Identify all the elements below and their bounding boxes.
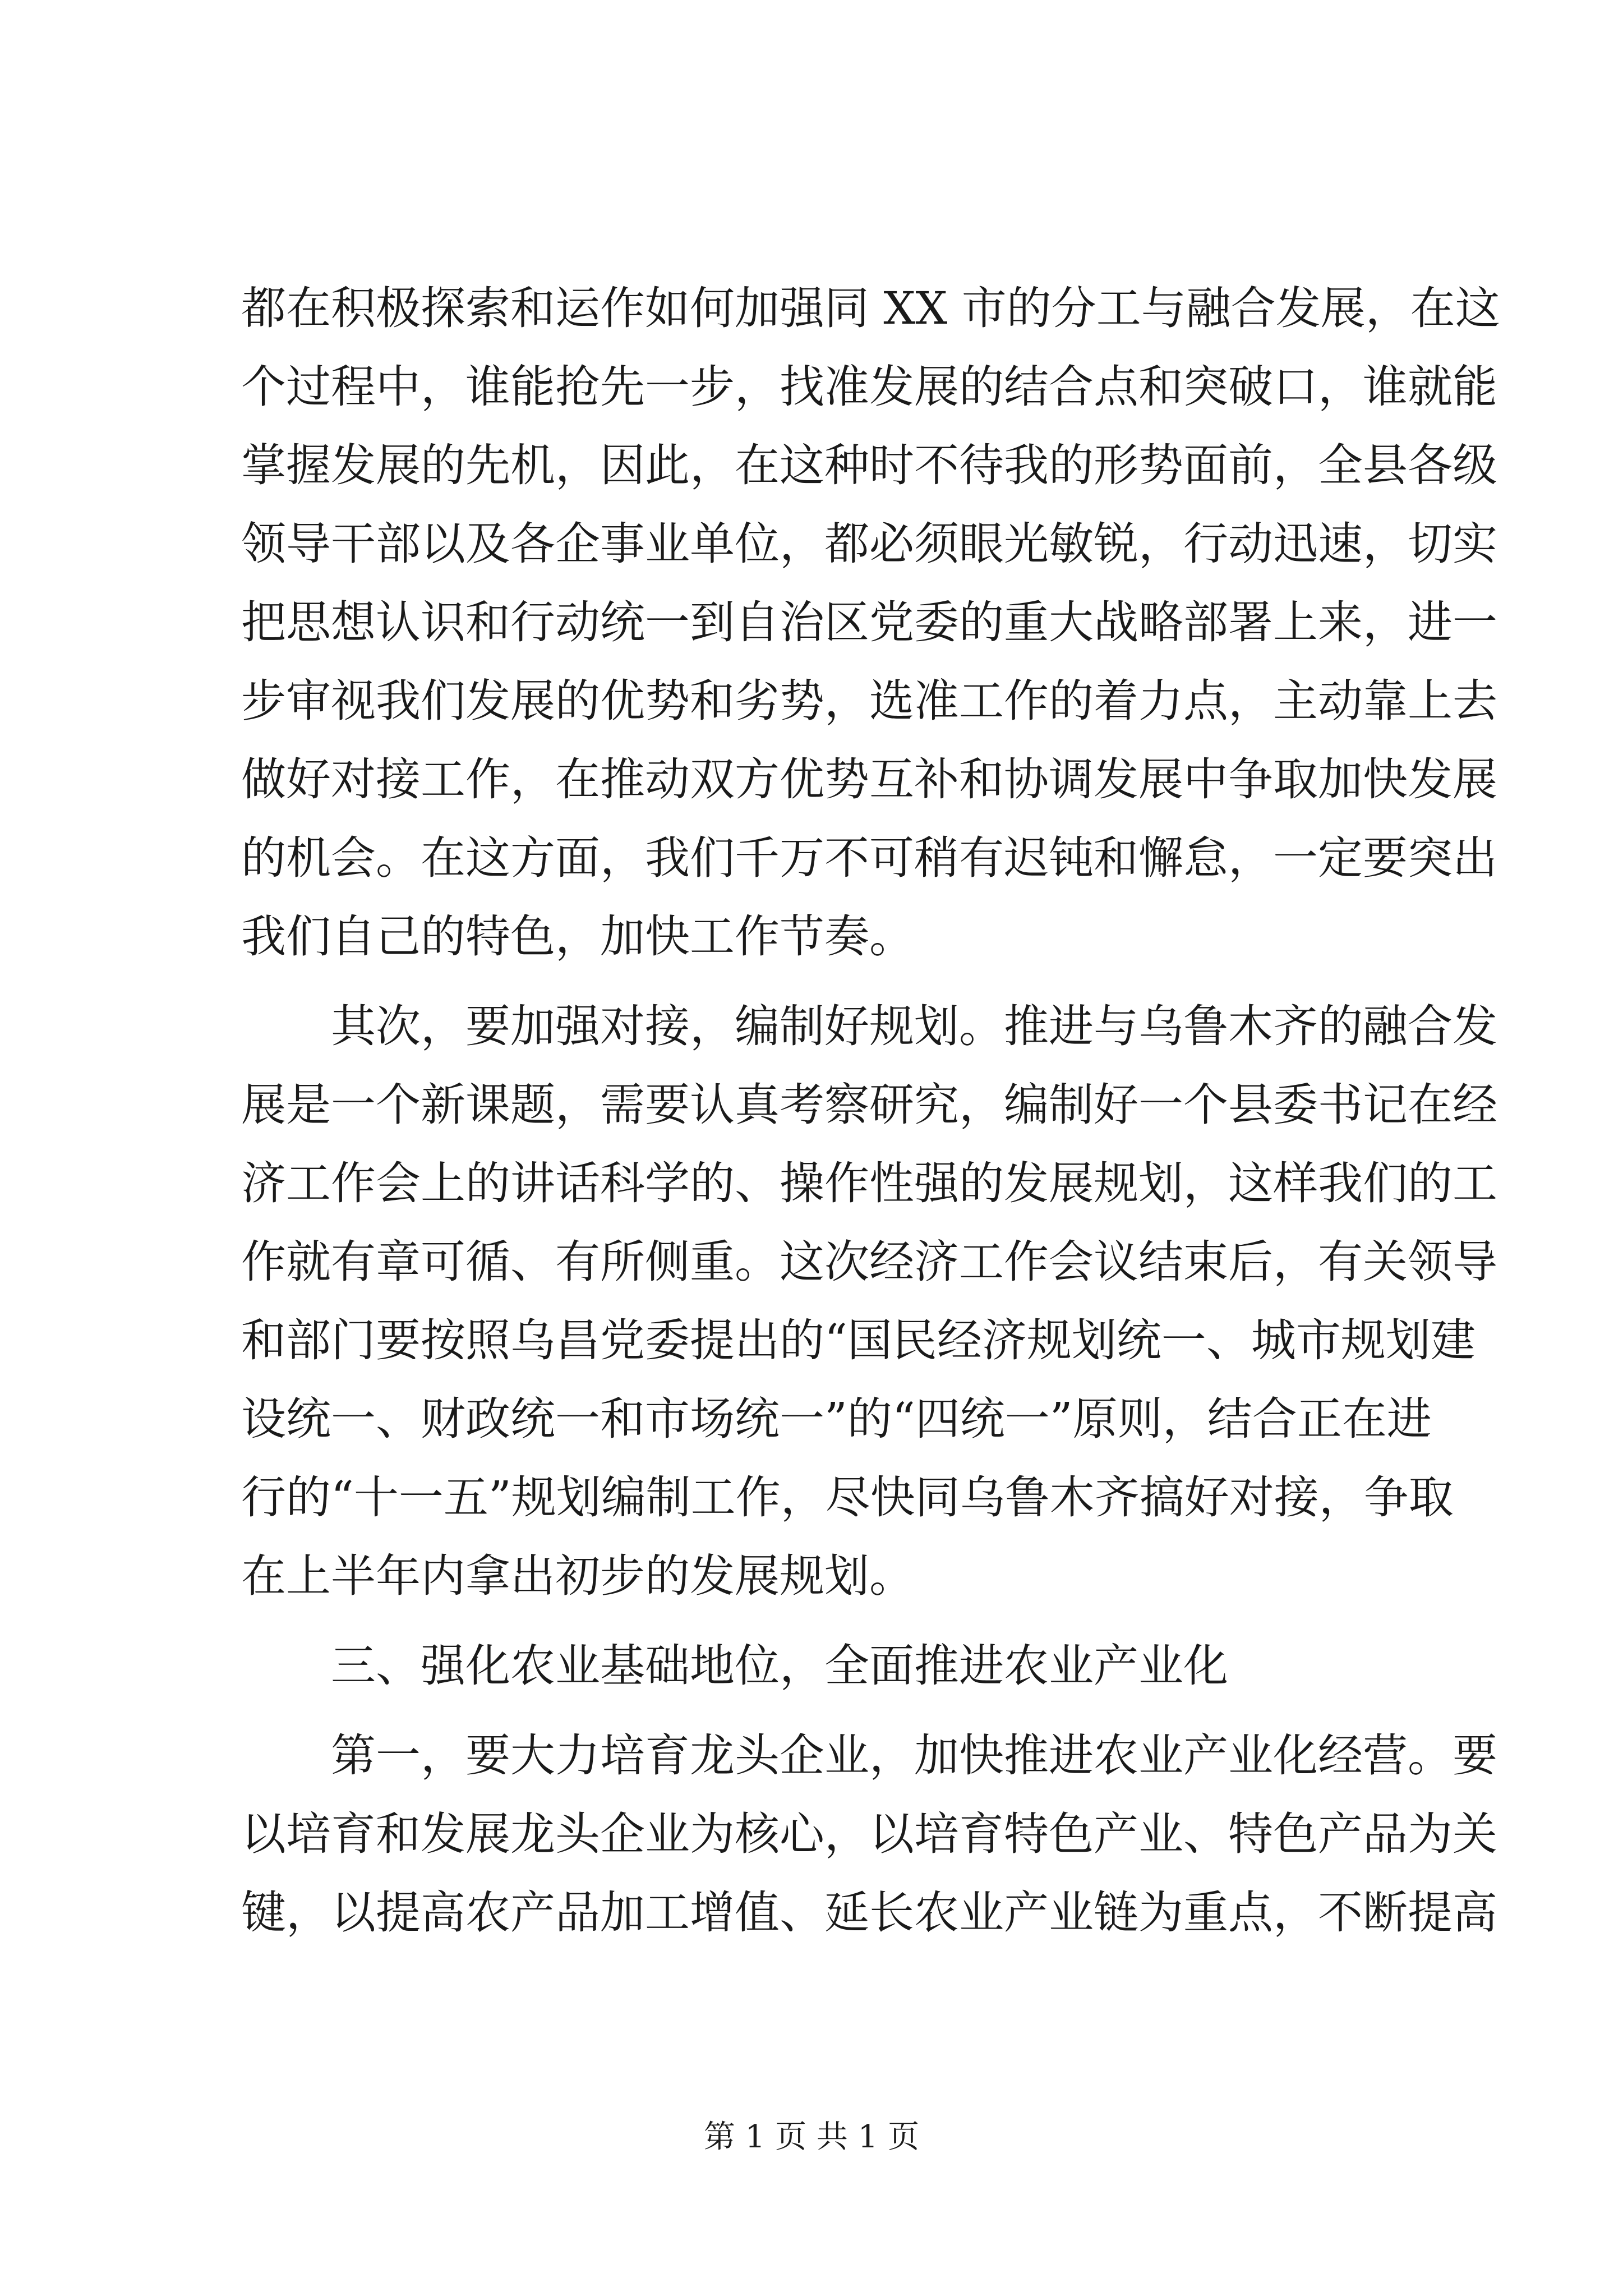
body-line: 在上半年内拿出初步的发展规划。 [241, 1550, 914, 1602]
body-line: 步审视我们发展的优势和劣势，选准工作的着力点，主动靠上去 [241, 675, 1497, 727]
body-line: 都在积极探索和运作如何加强同 XX 市的分工与融合发展，在这 [241, 282, 1500, 334]
body-line: 个过程中，谁能抢先一步，找准发展的结合点和突破口，谁就能 [241, 361, 1497, 413]
body-line: 键，以提高农产品加工增值、延长农业产业链为重点，不断提高 [241, 1887, 1497, 1939]
body-line: 济工作会上的讲话科学的、操作性强的发展规划，这样我们的工 [241, 1157, 1497, 1209]
paragraph-first-line: 其次，要加强对接，编制好规划。推进与乌鲁木齐的融合发 [331, 1000, 1497, 1052]
body-line: 设统一、财政统一和市场统一”的“四统一”原则，结合正在进 [241, 1393, 1432, 1445]
section-heading: 三、强化农业基础地位，全面推进农业产业化 [331, 1640, 1228, 1692]
body-line: 展是一个新课题，需要认真考察研究，编制好一个县委书记在经 [241, 1079, 1497, 1131]
body-line: 作就有章可循、有所侧重。这次经济工作会议结束后，有关领导 [241, 1236, 1497, 1288]
body-line: 我们自己的特色，加快工作节奏。 [241, 910, 914, 963]
body-line: 的机会。在这方面，我们千万不可稍有迟钝和懈怠，一定要突出 [241, 832, 1497, 884]
body-line: 做好对接工作，在推动双方优势互补和协调发展中争取加快发展 [241, 753, 1497, 806]
page-footer: 第 1 页 共 1 页 [703, 2119, 920, 2155]
body-line: 以培育和发展龙头企业为核心，以培育特色产业、特色产品为关 [241, 1808, 1497, 1860]
body-line: 行的“十一五”规划编制工作，尽快同乌鲁木齐搞好对接，争取 [241, 1471, 1454, 1524]
body-line: 把思想认识和行动统一到自治区党委的重大战略部署上来，进一 [241, 596, 1497, 648]
paragraph-first-line: 第一，要大力培育龙头企业，加快推进农业产业化经营。要 [331, 1729, 1497, 1782]
body-line: 和部门要按照乌昌党委提出的“国民经济规划统一、城市规划建 [241, 1314, 1476, 1366]
body-line: 领导干部以及各企事业单位，都必须眼光敏锐，行动迅速，切实 [241, 518, 1497, 570]
body-line: 掌握发展的先机，因此，在这种时不待我的形势面前，全县各级 [241, 439, 1497, 491]
